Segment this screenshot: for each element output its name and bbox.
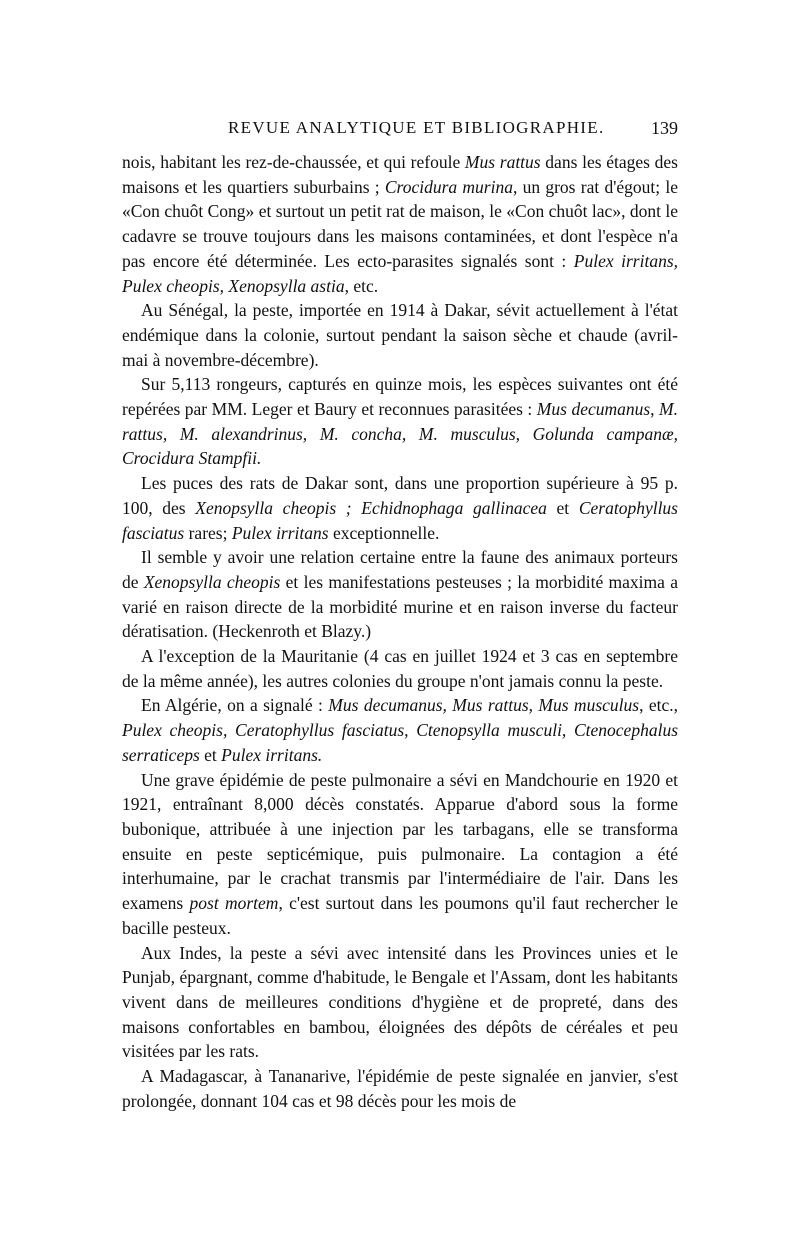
text-run: A l'exception de la Mauritanie (4 cas en juillet 1924 et 3 cas en septembre de la même année), les autres colonies du groupe n'ont jamais connu la peste. [122,646,678,691]
paragraph [122,298,678,372]
text-run: A Madagascar, à Tananarive, l'épidémie de peste signalée en janvier, s'est prolongée, donnant 104 cas et 98 décès pour les mois de [122,1066,678,1111]
paragraph [122,1064,678,1113]
italic-term: post mortem [189,893,279,914]
page-number: 139 [651,118,678,138]
paragraph [122,372,678,471]
running-header [122,118,678,142]
paragraph [122,150,678,298]
text-run: dans les étages des maisons et les quartiers suburbains ; [122,152,678,197]
text-run: Aux Indes, la peste a sévi avec intensité dans les Provinces unies et le Punjab, épargnant, comme d'habitude, le Bengale et l'Assam, dont les habitants vivent dans de meilleures conditions d'hygiène et de propreté, dans des maisons confortables en bambou, éloignées des dépôts de céréales et peu visitées par les rats. [122,942,678,1062]
text-run: et [546,497,579,518]
paragraph [122,644,678,693]
text-run: En Algérie, on a signalé : [141,695,329,716]
text-run: et les manifestations pesteuses ; la morbidité maxima a varié en raison directe de la morbidité murine et en raison inverse du facteur dératisation. (Heckenroth et Blazy.) [122,571,678,642]
text-run: Les puces des rats de Dakar sont, dans une proportion supérieure à 95 p. 100, des [122,473,678,518]
italic-term: Xenopsylla cheopis [143,571,281,592]
italic-term: Mus decumanus, Mus rattus, Mus musculus [328,695,640,716]
text-run: , un gros rat d'égout; le «Con chuôt Cong» et surtout un petit rat de maison, le «Con chuôt lac», dont le cadavre se trouve toujours dans les maisons contaminées, et dont l'espèce n'a pas encore été déterminée. Les ecto-parasites signalés sont : [122,176,678,271]
italic-term: Pulex irritans, Pulex cheopis, Xenopsylla astia [122,250,679,296]
text-run: nois, habitant les rez-de-chaussée, et qui refoule [122,152,465,172]
italic-term: Crocidura murina [384,176,513,197]
italic-term: Ceratophyllus fasciatus [122,497,678,543]
text-run: rares; [184,522,232,543]
italic-term: Pulex cheopis, Ceratophyllus fasciatus, Ctenopsylla musculi, Ctenocephalus serraticeps [122,720,678,765]
body-text [122,150,678,1113]
text-run: , c'est surtout dans les poumons qu'il faut rechercher le bacille pesteux. [122,893,679,938]
running-title: REVUE ANALYTIQUE ET BIBLIOGRAPHIE. [228,118,605,137]
italic-term: Xenopsylla cheopis ; Echidnophaga gallinacea [195,497,547,518]
paragraph [122,768,678,941]
italic-term: Mus decumanus, M. rattus, M. alexandrinus, M. concha, M. musculus, Golunda campanæ, Crocidura Stampfii. [122,399,679,469]
text-run: et [199,744,222,765]
text-run: , etc. [344,275,379,296]
text-run: exceptionnelle. [328,522,440,543]
paragraph [122,545,678,644]
paragraph [122,941,678,1065]
text-run: Au Sénégal, la peste, importée en 1914 à Dakar, sévit actuellement à l'état endémique dans la colonie, surtout pendant la saison sèche et chaude (avril-mai à novembre-décembre). [122,300,678,370]
text-run: , etc., [639,695,678,716]
text-run: Il semble y avoir une relation certaine entre la faune des animaux porteurs de [122,547,678,592]
italic-term: Pulex irritans. [221,744,323,765]
text-run: Une grave épidémie de peste pulmonaire a sévi en Mandchourie en 1920 et 1921, entraînant 8,000 décès constatés. Apparue d'abord sous la forme bubonique, attribuée à une injection par les tarbagans, elle se transforma ensuite en peste septicémique, puis pulmonaire. La contagion a été interhumaine, par le crachat transmis par l'intermédiaire de l'air. Dans les examens [122,769,678,914]
italic-term: Mus rattus [464,152,541,172]
text-run: Sur 5,113 rongeurs, capturés en quinze mois, les espèces suivantes ont été repérées par MM. Leger et Baury et reconnues parasitées : [122,374,678,420]
italic-term: Pulex irritans [231,522,329,543]
paragraph [122,471,678,545]
paragraph [122,693,678,767]
